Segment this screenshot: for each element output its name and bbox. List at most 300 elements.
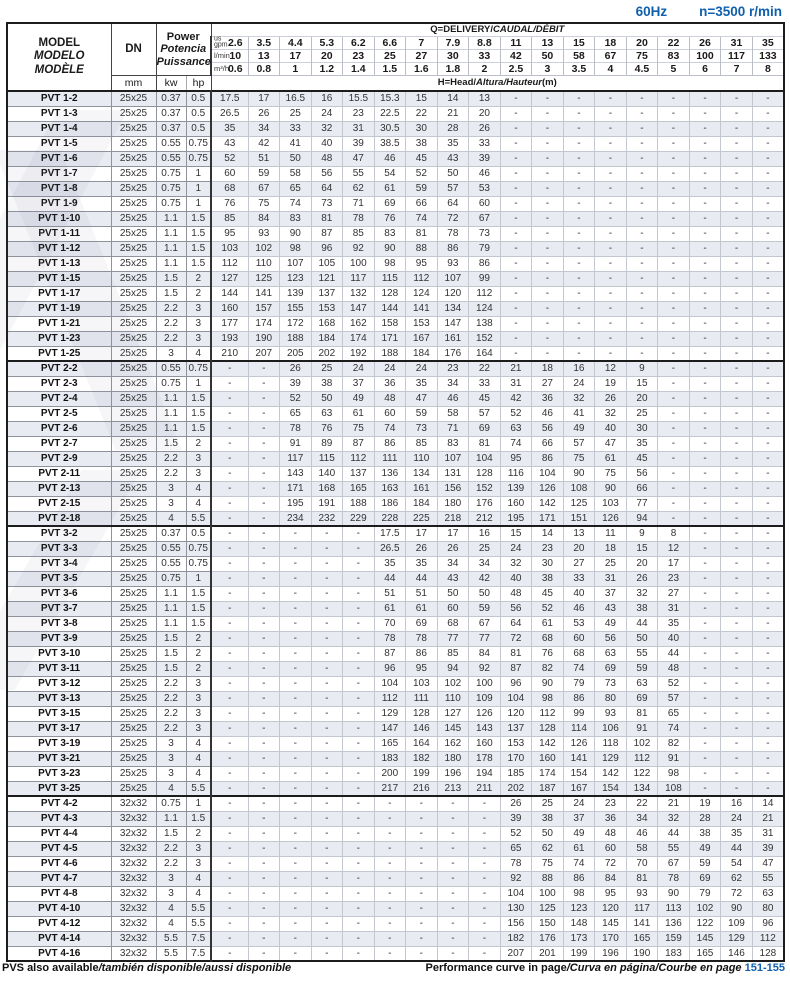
head-cell: 24 <box>406 361 438 376</box>
head-cell: 25 <box>532 796 564 811</box>
table-row <box>7 706 784 721</box>
head-cell: 184 <box>311 331 343 346</box>
head-cell: 20 <box>626 391 658 406</box>
head-cell: - <box>752 136 784 151</box>
head-cell: - <box>343 841 375 856</box>
head-cell: 113 <box>658 901 690 916</box>
head-cell: 27 <box>658 586 690 601</box>
head-cell: 199 <box>406 766 438 781</box>
head-cell: 164 <box>406 736 438 751</box>
head-cell: - <box>343 946 375 961</box>
head-cell: - <box>211 481 248 496</box>
head-cell: 19 <box>689 796 721 811</box>
dn-cell: 32x32 <box>111 841 156 856</box>
head-cell: - <box>689 286 721 301</box>
head-cell: - <box>595 91 627 106</box>
head-cell: - <box>343 721 375 736</box>
head-cell: 69 <box>406 616 438 631</box>
head-cell: 71 <box>343 196 375 211</box>
head-cell: - <box>211 646 248 661</box>
head-cell: 75 <box>532 856 564 871</box>
head-cell: 69 <box>469 421 501 436</box>
head-cell: - <box>311 766 343 781</box>
table-row <box>7 166 784 181</box>
head-cell: 202 <box>500 781 532 796</box>
head-cell: 68 <box>532 631 564 646</box>
table-row <box>7 586 784 601</box>
head-cell: 160 <box>500 496 532 511</box>
head-cell: - <box>658 376 690 391</box>
head-cell: 129 <box>595 751 627 766</box>
head-cell: - <box>689 511 721 526</box>
kw-cell: 1.1 <box>156 601 186 616</box>
table-row <box>7 616 784 631</box>
head-cell: 63 <box>752 886 784 901</box>
dn-cell: 25x25 <box>111 106 156 121</box>
head-cell: 229 <box>343 511 375 526</box>
head-cell: 138 <box>469 316 501 331</box>
head-cell: - <box>689 646 721 661</box>
head-cell: 95 <box>595 886 627 901</box>
head-cell: 86 <box>374 436 406 451</box>
head-cell: - <box>689 316 721 331</box>
model-cell: PVT 3-5 <box>7 571 111 586</box>
head-cell: 132 <box>343 286 375 301</box>
head-cell: 38.5 <box>374 136 406 151</box>
head-cell: 109 <box>469 691 501 706</box>
head-cell: - <box>595 286 627 301</box>
dn-cell: 25x25 <box>111 151 156 166</box>
head-cell: 41 <box>563 406 595 421</box>
head-cell: - <box>280 706 312 721</box>
head-cell: 55 <box>752 871 784 886</box>
head-cell: - <box>721 301 753 316</box>
head-cell: - <box>721 196 753 211</box>
head-cell: 42 <box>248 136 280 151</box>
head-cell: - <box>311 721 343 736</box>
kw-cell: 3 <box>156 886 186 901</box>
head-cell: 24 <box>500 541 532 556</box>
head-cell: 139 <box>500 481 532 496</box>
hp-cell: 3 <box>186 676 211 691</box>
table-row <box>7 406 784 421</box>
head-cell: 38 <box>311 376 343 391</box>
head-cell: 195 <box>280 496 312 511</box>
head-cell: 74 <box>406 211 438 226</box>
kw-cell: 0.75 <box>156 196 186 211</box>
head-cell: - <box>211 871 248 886</box>
head-cell: - <box>689 196 721 211</box>
model-cell: PVT 2-6 <box>7 421 111 436</box>
head-cell: 68 <box>563 646 595 661</box>
head-cell: 92 <box>469 661 501 676</box>
flow-value: 8 <box>752 62 784 75</box>
head-cell: 80 <box>752 901 784 916</box>
head-cell: - <box>469 856 501 871</box>
head-cell: 170 <box>500 751 532 766</box>
head-cell: - <box>563 166 595 181</box>
head-cell: 26 <box>469 121 501 136</box>
head-cell: - <box>626 121 658 136</box>
head-cell: 15 <box>626 541 658 556</box>
head-cell: 176 <box>437 346 469 361</box>
head-cell: - <box>248 361 280 376</box>
head-cell: 22 <box>626 796 658 811</box>
flow-value: 100 <box>689 49 721 62</box>
head-cell: 32 <box>563 391 595 406</box>
head-cell: 21 <box>658 796 690 811</box>
head-cell: - <box>752 256 784 271</box>
kw-cell: 1.1 <box>156 256 186 271</box>
head-cell: 98 <box>563 886 595 901</box>
hp-cell: 2 <box>186 661 211 676</box>
head-cell: 156 <box>437 481 469 496</box>
dn-cell: 25x25 <box>111 421 156 436</box>
head-cell: 182 <box>500 931 532 946</box>
frequency-label: 60Hz <box>635 4 668 19</box>
head-cell: 93 <box>248 226 280 241</box>
head-cell: 32 <box>626 586 658 601</box>
head-cell: 34 <box>469 556 501 571</box>
head-cell: - <box>280 931 312 946</box>
head-cell: - <box>437 931 469 946</box>
head-cell: 98 <box>658 766 690 781</box>
head-cell: - <box>211 826 248 841</box>
head-cell: 136 <box>374 466 406 481</box>
dn-cell: 32x32 <box>111 931 156 946</box>
head-cell: 57 <box>437 181 469 196</box>
head-cell: - <box>248 466 280 481</box>
head-cell: - <box>721 271 753 286</box>
head-cell: - <box>437 886 469 901</box>
kw-cell: 0.55 <box>156 556 186 571</box>
head-cell: - <box>595 271 627 286</box>
head-cell: 9 <box>626 526 658 541</box>
head-cell: 23 <box>437 361 469 376</box>
head-cell: 50 <box>437 166 469 181</box>
head-cell: - <box>280 916 312 931</box>
model-cell: PVT 1-23 <box>7 331 111 346</box>
head-cell: - <box>280 901 312 916</box>
flow-value: 11 <box>500 36 532 49</box>
head-cell: 47 <box>343 151 375 166</box>
head-cell: - <box>311 691 343 706</box>
head-cell: - <box>343 826 375 841</box>
kw-cell: 2.2 <box>156 706 186 721</box>
hp-cell: 0.75 <box>186 136 211 151</box>
page-range-link[interactable]: 151-155 <box>744 962 785 974</box>
head-cell: 16 <box>721 796 753 811</box>
head-cell: - <box>248 721 280 736</box>
table-row <box>7 136 784 151</box>
head-cell: 62 <box>721 871 753 886</box>
head-cell: - <box>689 736 721 751</box>
head-cell: 184 <box>406 346 438 361</box>
head-cell: - <box>248 526 280 541</box>
head-cell: 65 <box>500 841 532 856</box>
head-cell: 120 <box>500 706 532 721</box>
head-cell: - <box>248 766 280 781</box>
head-cell: 16.5 <box>280 91 312 106</box>
head-cell: 106 <box>595 721 627 736</box>
head-cell: 147 <box>343 301 375 316</box>
head-cell: - <box>721 661 753 676</box>
head-cell: 115 <box>311 451 343 466</box>
dn-cell: 25x25 <box>111 316 156 331</box>
hp-cell: 0.5 <box>186 121 211 136</box>
flow-value: 42 <box>500 49 532 62</box>
head-cell: - <box>752 301 784 316</box>
head-cell: 61 <box>374 601 406 616</box>
head-cell: 170 <box>595 931 627 946</box>
dn-cell: 25x25 <box>111 481 156 496</box>
model-cell: PVT 1-15 <box>7 271 111 286</box>
head-cell: - <box>626 226 658 241</box>
head-cell: 18 <box>595 541 627 556</box>
head-cell: 196 <box>595 946 627 961</box>
head-cell: 39 <box>280 376 312 391</box>
kw-cell: 2.2 <box>156 841 186 856</box>
head-cell: - <box>211 721 248 736</box>
table-header <box>7 23 784 91</box>
head-cell: - <box>689 586 721 601</box>
head-cell: - <box>721 766 753 781</box>
head-cell: - <box>248 541 280 556</box>
head-cell: 45 <box>406 151 438 166</box>
head-cell: 24 <box>563 376 595 391</box>
head-cell: - <box>689 541 721 556</box>
head-cell: - <box>689 136 721 151</box>
head-cell: 35 <box>406 376 438 391</box>
head-cell: - <box>658 181 690 196</box>
model-cell: PVT 1-12 <box>7 241 111 256</box>
head-cell: - <box>595 241 627 256</box>
hp-cell: 4 <box>186 496 211 511</box>
dn-cell: 25x25 <box>111 166 156 181</box>
head-cell: - <box>689 766 721 781</box>
head-cell: 27 <box>563 556 595 571</box>
head-cell: - <box>248 901 280 916</box>
head-cell: - <box>532 211 564 226</box>
head-cell: 78 <box>500 856 532 871</box>
head-cell: 81 <box>626 706 658 721</box>
head-cell: - <box>311 526 343 541</box>
head-cell: 123 <box>563 901 595 916</box>
head-cell: - <box>752 781 784 796</box>
head-cell: 126 <box>469 706 501 721</box>
head-cell: - <box>532 166 564 181</box>
head-cell: - <box>752 331 784 346</box>
head-cell: 200 <box>374 766 406 781</box>
head-cell: 21 <box>752 811 784 826</box>
flow-value: 6 <box>689 62 721 75</box>
table-row <box>7 766 784 781</box>
head-cell: - <box>626 331 658 346</box>
model-cell: PVT 3-10 <box>7 646 111 661</box>
kw-cell: 0.55 <box>156 151 186 166</box>
head-cell: 61 <box>595 451 627 466</box>
model-cell: PVT 4-8 <box>7 886 111 901</box>
hp-cell: 0.5 <box>186 526 211 541</box>
head-cell: - <box>626 106 658 121</box>
dn-cell: 25x25 <box>111 466 156 481</box>
head-cell: 16 <box>469 526 501 541</box>
hp-cell: 3 <box>186 451 211 466</box>
head-cell: 42 <box>469 571 501 586</box>
head-cell: 64 <box>311 181 343 196</box>
head-cell: - <box>595 136 627 151</box>
model-cell: PVT 1-4 <box>7 121 111 136</box>
hp-cell: 1 <box>186 796 211 811</box>
head-cell: - <box>752 436 784 451</box>
head-cell: 91 <box>280 436 312 451</box>
head-cell: 20 <box>626 556 658 571</box>
head-cell: - <box>689 661 721 676</box>
head-cell: 78 <box>658 871 690 886</box>
head-cell: 145 <box>689 931 721 946</box>
flow-value: 83 <box>658 49 690 62</box>
dn-cell: 32x32 <box>111 826 156 841</box>
head-cell: 24 <box>311 106 343 121</box>
head-cell: - <box>280 886 312 901</box>
head-cell: - <box>374 811 406 826</box>
head-cell: 93 <box>437 256 469 271</box>
head-cell: 63 <box>500 421 532 436</box>
table-row <box>7 631 784 646</box>
table-row <box>7 121 784 136</box>
kw-cell: 2.2 <box>156 316 186 331</box>
head-cell: - <box>721 511 753 526</box>
head-cell: - <box>437 826 469 841</box>
head-cell: 141 <box>406 301 438 316</box>
kw-cell: 4 <box>156 511 186 526</box>
model-cell: PVT 4-7 <box>7 871 111 886</box>
head-cell: 187 <box>532 781 564 796</box>
head-cell: 78 <box>280 421 312 436</box>
head-cell: 217 <box>374 781 406 796</box>
head-cell: 61 <box>532 616 564 631</box>
head-cell: - <box>343 646 375 661</box>
head-cell: - <box>721 166 753 181</box>
table-row <box>7 646 784 661</box>
head-cell: 129 <box>374 706 406 721</box>
head-cell: - <box>280 856 312 871</box>
model-cell: PVT 1-3 <box>7 106 111 121</box>
kw-cell: 1.5 <box>156 436 186 451</box>
kw-cell: 5.5 <box>156 931 186 946</box>
head-cell: 160 <box>469 736 501 751</box>
head-cell: - <box>721 136 753 151</box>
head-cell: - <box>689 256 721 271</box>
head-cell: 216 <box>406 781 438 796</box>
head-cell: - <box>248 376 280 391</box>
head-cell: - <box>563 211 595 226</box>
head-cell: 58 <box>626 841 658 856</box>
head-cell: 40 <box>563 586 595 601</box>
head-cell: 90 <box>563 466 595 481</box>
head-cell: - <box>469 931 501 946</box>
head-cell: 127 <box>437 706 469 721</box>
head-cell: 17.5 <box>374 526 406 541</box>
dn-cell: 25x25 <box>111 436 156 451</box>
kw-cell: 4 <box>156 901 186 916</box>
head-cell: - <box>280 841 312 856</box>
head-cell: 76 <box>211 196 248 211</box>
table-row <box>7 841 784 856</box>
head-cell: 46 <box>626 826 658 841</box>
head-cell: - <box>752 751 784 766</box>
head-cell: 35 <box>626 436 658 451</box>
head-cell: 53 <box>563 616 595 631</box>
head-cell: 176 <box>469 496 501 511</box>
head-cell: - <box>721 226 753 241</box>
head-cell: 102 <box>626 736 658 751</box>
head-cell: 63 <box>626 676 658 691</box>
head-cell: - <box>658 241 690 256</box>
head-cell: - <box>343 556 375 571</box>
head-cell: 12 <box>658 541 690 556</box>
head-cell: - <box>689 211 721 226</box>
head-cell: 123 <box>280 271 312 286</box>
head-cell: 142 <box>532 736 564 751</box>
head-cell: 25 <box>595 556 627 571</box>
model-cell: PVT 3-21 <box>7 751 111 766</box>
head-cell: 90 <box>374 241 406 256</box>
head-cell: - <box>658 481 690 496</box>
head-cell: 60 <box>563 631 595 646</box>
dn-cell: 25x25 <box>111 376 156 391</box>
kw-cell: 3 <box>156 751 186 766</box>
head-cell: - <box>689 481 721 496</box>
head-cell: - <box>343 586 375 601</box>
head-cell: - <box>500 91 532 106</box>
head-cell: 154 <box>563 766 595 781</box>
head-cell: - <box>532 181 564 196</box>
head-cell: 73 <box>406 421 438 436</box>
head-cell: - <box>721 541 753 556</box>
head-cell: 182 <box>406 751 438 766</box>
head-cell: - <box>752 196 784 211</box>
model-cell: PVT 3-3 <box>7 541 111 556</box>
kw-cell: 3 <box>156 736 186 751</box>
head-cell: 232 <box>311 511 343 526</box>
head-cell: 124 <box>406 286 438 301</box>
head-cell: - <box>343 526 375 541</box>
head-cell: - <box>721 646 753 661</box>
head-cell: 75 <box>343 421 375 436</box>
head-cell: - <box>563 91 595 106</box>
head-cell: - <box>211 541 248 556</box>
flow-value: 33 <box>469 49 501 62</box>
table-row <box>7 886 784 901</box>
head-cell: - <box>343 706 375 721</box>
head-cell: 152 <box>469 331 501 346</box>
head-cell: - <box>752 226 784 241</box>
head-cell: 68 <box>437 616 469 631</box>
head-cell: 211 <box>469 781 501 796</box>
head-cell: 150 <box>532 916 564 931</box>
hp-cell: 7.5 <box>186 931 211 946</box>
model-cell: PVT 4-14 <box>7 931 111 946</box>
head-cell: 107 <box>437 271 469 286</box>
head-cell: - <box>211 661 248 676</box>
dn-cell: 25x25 <box>111 286 156 301</box>
hp-cell: 5.5 <box>186 901 211 916</box>
table-row <box>7 106 784 121</box>
head-cell: 154 <box>595 781 627 796</box>
head-cell: - <box>280 526 312 541</box>
head-cell: 95 <box>211 226 248 241</box>
